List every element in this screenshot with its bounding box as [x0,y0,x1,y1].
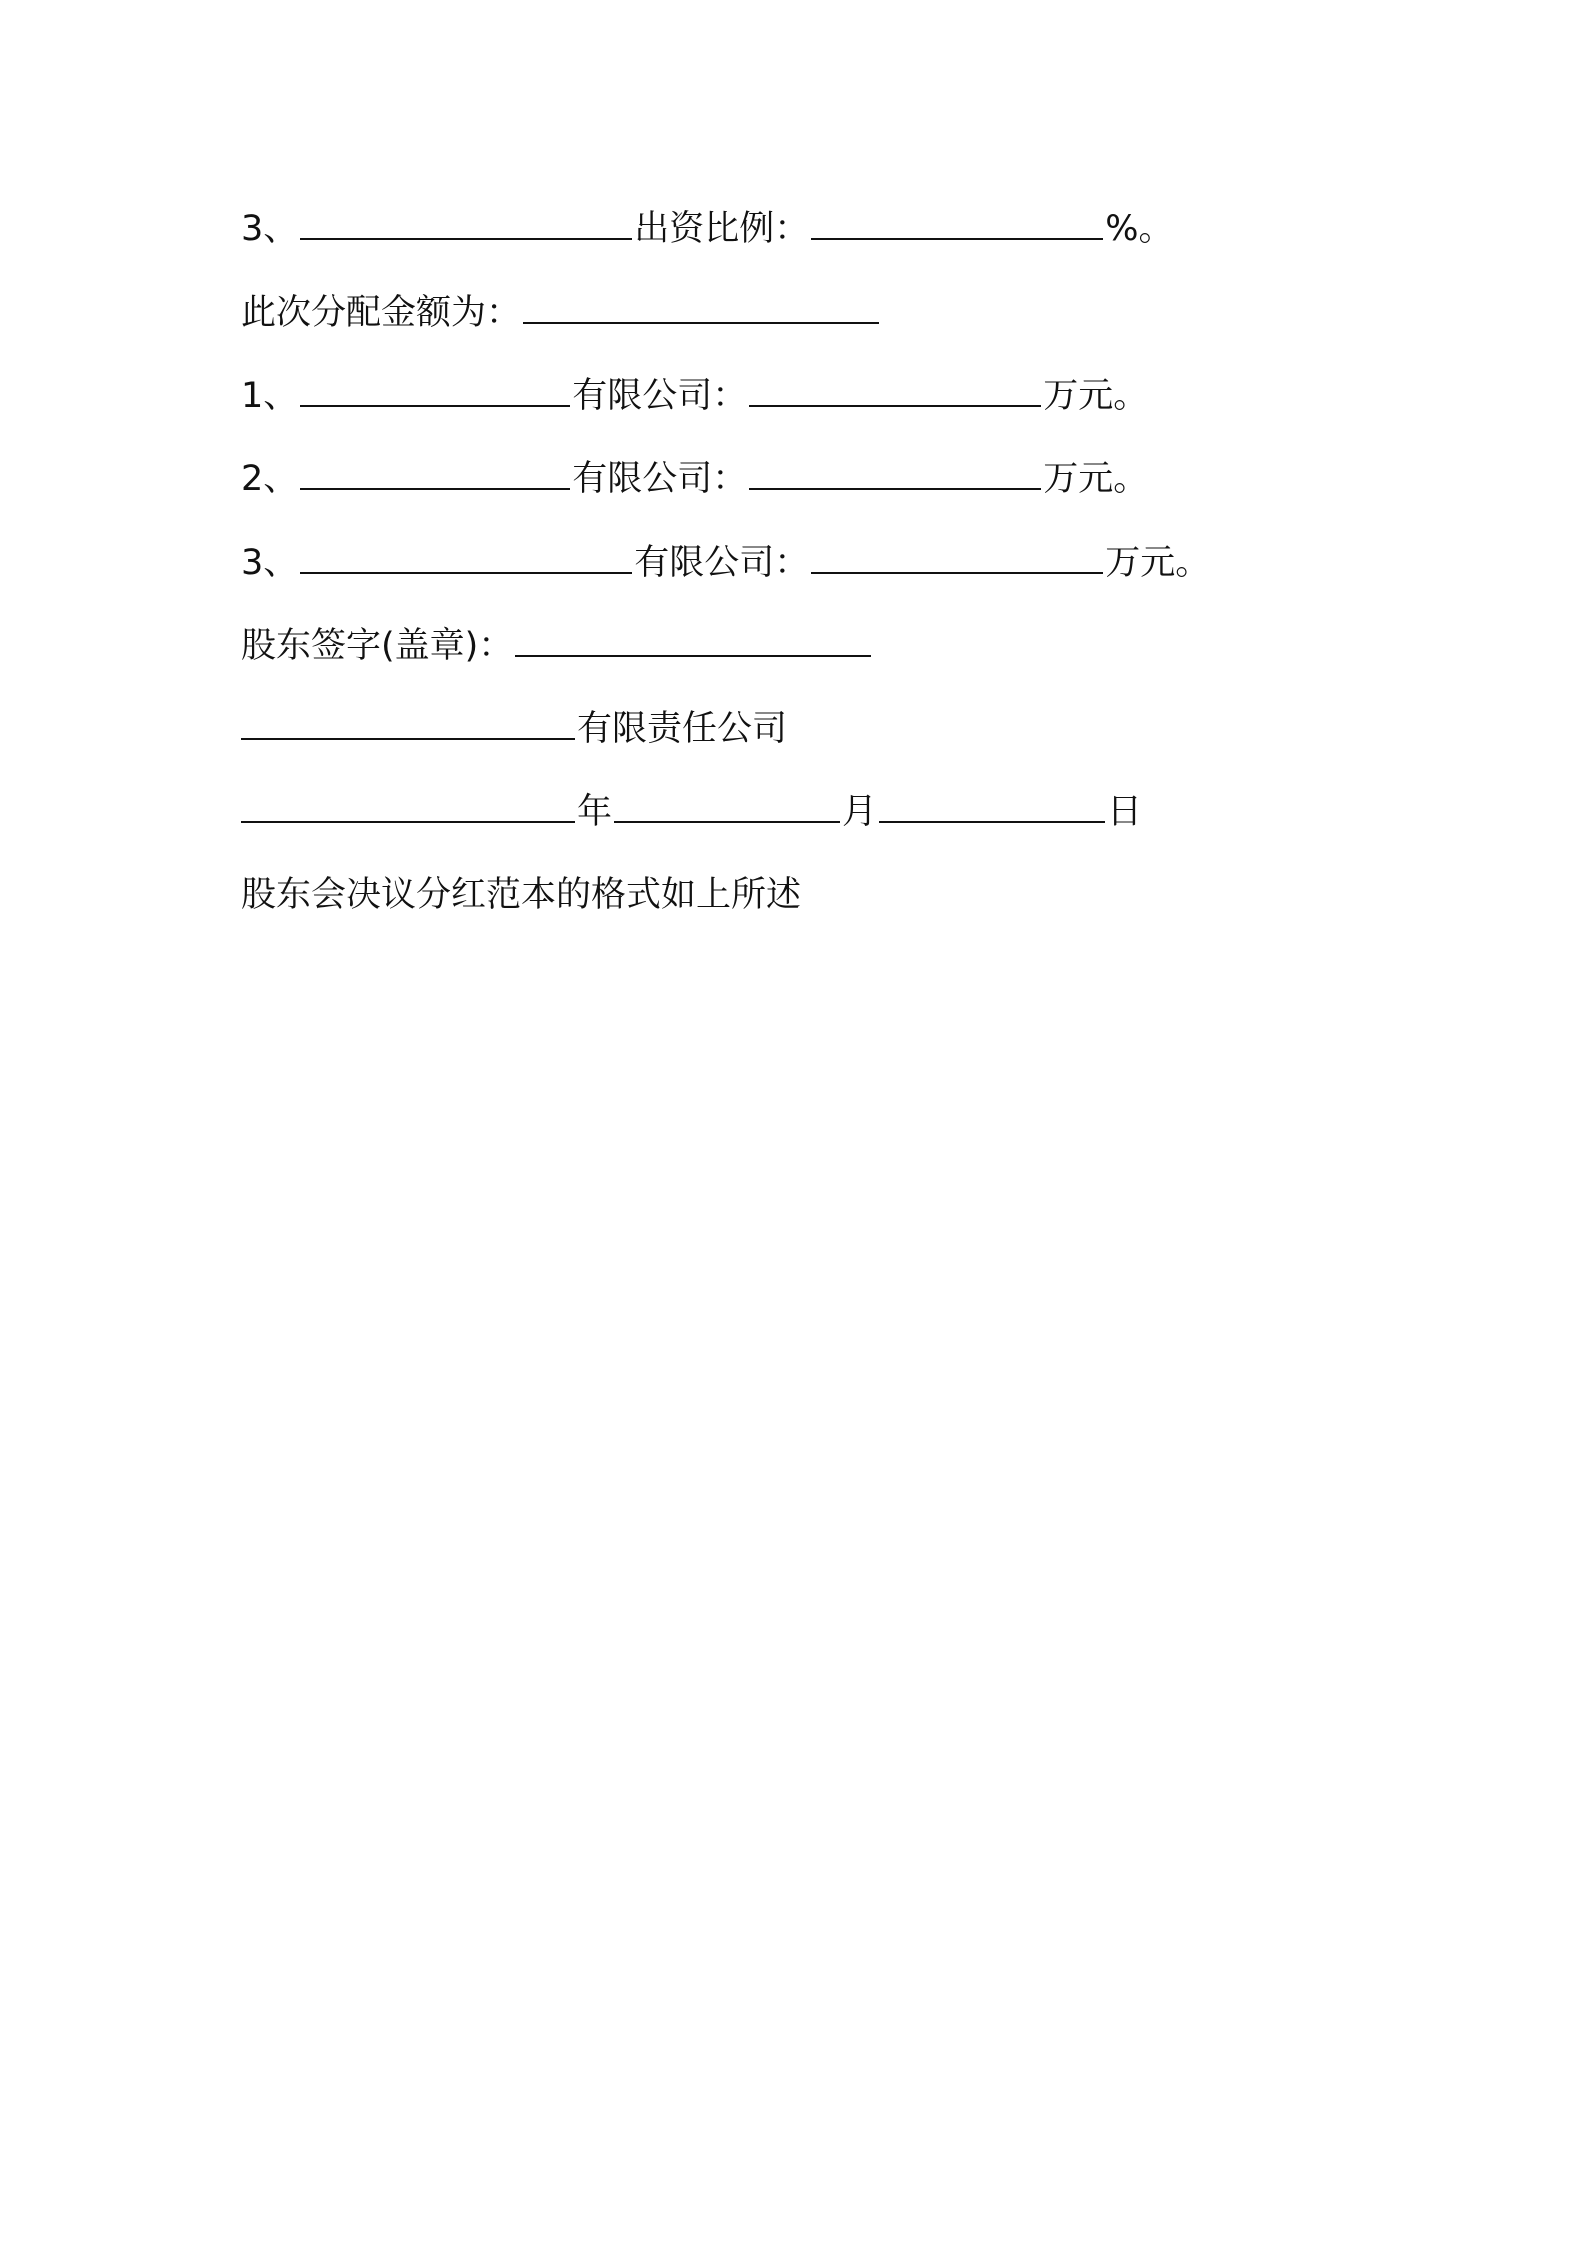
amount-unit: 万元。 [1043,459,1149,499]
year-label: 年 [577,792,613,832]
amount-unit: 万元。 [1105,543,1211,583]
company-3-amount-line [241,536,1210,588]
shareholder-name-blank[interactable] [300,202,632,240]
date-line [241,785,1142,837]
shareholder-signature-line [241,619,873,671]
amount-blank[interactable] [811,536,1103,574]
month-label: 月 [842,792,878,832]
distribution-amount-line [241,286,881,338]
amount-blank[interactable] [749,452,1041,490]
item-number: 3、 [241,209,299,249]
closing-sentence: 股东会决议分红范本的格式如上所述 [241,875,802,915]
amount-unit: 万元。 [1043,376,1149,416]
company-label: 有限公司： [572,376,748,416]
year-blank[interactable] [241,785,575,823]
signature-label: 股东签字(盖章)： [241,626,514,666]
day-label: 日 [1107,792,1143,832]
company-name-blank[interactable] [300,536,632,574]
company-2-amount-line [241,452,1148,504]
company-name-line [241,702,787,754]
distribution-amount-blank[interactable] [523,286,879,324]
company-name-blank[interactable] [300,369,570,407]
company-name-blank[interactable] [300,452,570,490]
ratio-blank[interactable] [811,202,1103,240]
closing-text [241,869,801,921]
amount-blank[interactable] [749,369,1041,407]
company-type-label: 有限责任公司 [577,709,788,749]
shareholder-3-ratio-line [241,202,1174,254]
company-label: 有限公司： [634,543,810,583]
month-blank[interactable] [614,785,840,823]
percent-suffix: %。 [1105,209,1174,249]
day-blank[interactable] [879,785,1105,823]
company-1-amount-line [241,369,1148,421]
company-label: 有限公司： [572,459,748,499]
item-number: 1、 [241,376,299,416]
item-number: 3、 [241,543,299,583]
item-number: 2、 [241,459,299,499]
signature-blank[interactable] [515,619,871,657]
company-full-name-blank[interactable] [241,702,575,740]
ratio-label: 出资比例： [634,209,810,249]
distribution-amount-label: 此次分配金额为： [241,293,522,333]
